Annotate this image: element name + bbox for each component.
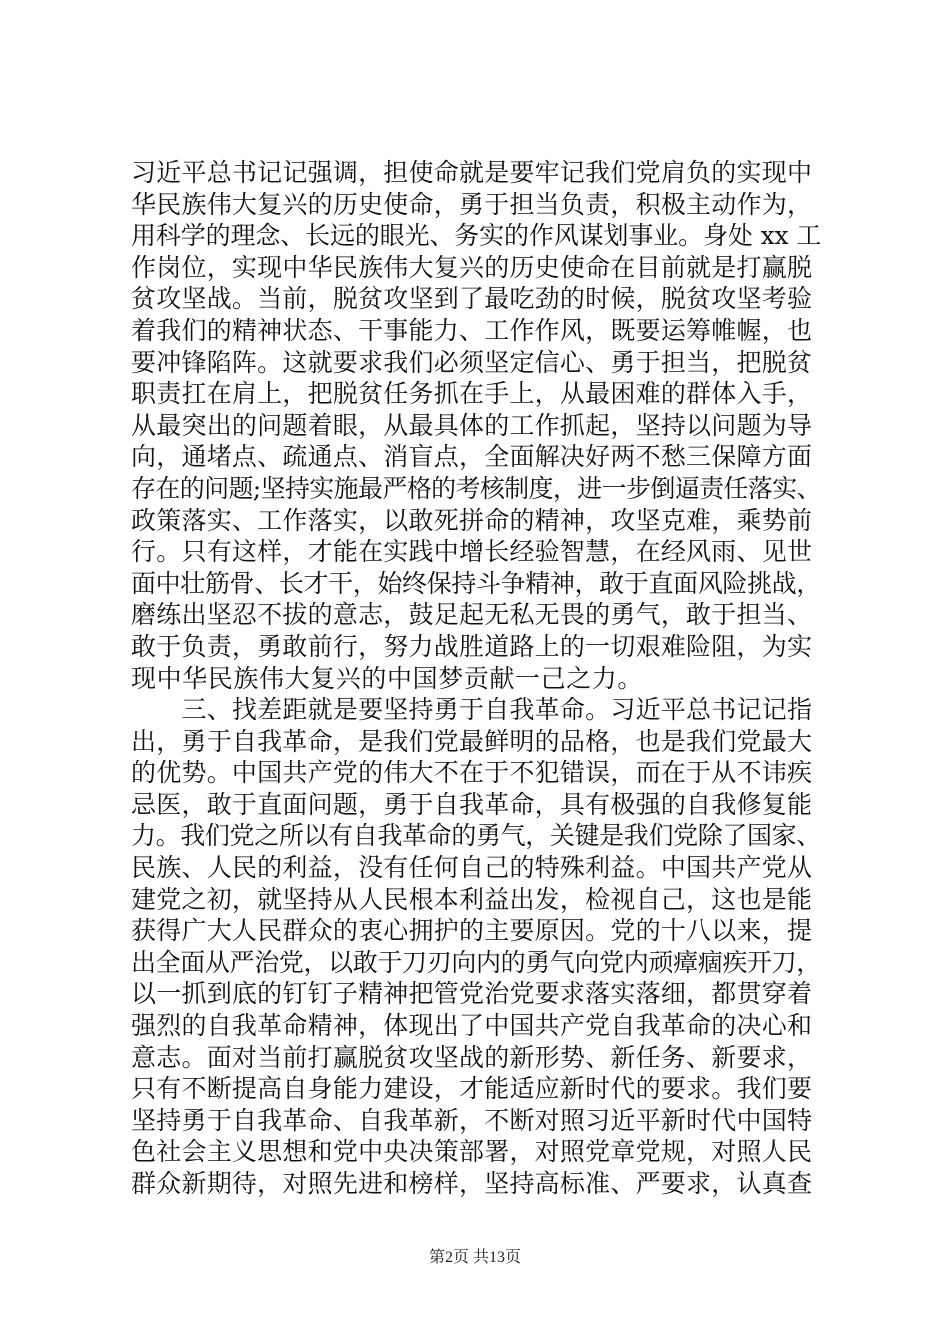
text-line: 强烈的自我革命精神，体现出了中国共产党自我革命的决心和 <box>131 1011 813 1041</box>
text-line: 政策落实、工作落实，以敢死拼命的精神，攻坚克难，乘势前 <box>131 505 813 535</box>
text-line: 获得广大人民群众的衷心拥护的主要原因。党的十八以来，提 <box>131 916 813 946</box>
text-line: 力。我们党之所以有自我革命的勇气，关键是我们党除了国家、 <box>131 821 821 851</box>
text-line: 坚持勇于自我革命、自我革新，不断对照习近平新时代中国特 <box>131 1105 813 1135</box>
text-line: 职责扛在肩上，把脱贫任务抓在手上，从最困难的群体入手， <box>131 379 813 409</box>
text-line: 建党之初，就坚持从人民根本利益出发，检视自己，这也是能 <box>131 884 813 914</box>
text-line: 意志。面对当前打赢脱贫攻坚战的新形势、新任务、新要求， <box>131 1042 813 1072</box>
text-line: 民族、人民的利益，没有任何自己的特殊利益。中国共产党从 <box>131 853 813 883</box>
text-line: 用科学的理念、长远的眼光、务实的作风谋划事业。身处 xx 工 <box>131 221 822 251</box>
text-line: 群众新期待，对照先进和榜样，坚持高标准、严要求，认真查 <box>131 1169 813 1198</box>
text-line: 存在的问题;坚持实施最严格的考核制度，进一步倒逼责任落实、 <box>131 473 821 503</box>
text-line: 的优势。中国共产党的伟大不在于不犯错误，而在于从不讳疾 <box>131 758 813 788</box>
text-line: 行。只有这样，才能在实践中增长经验智慧，在经风雨、见世 <box>131 537 813 567</box>
text-line: 作岗位，实现中华民族伟大复兴的历史使命在目前就是打赢脱 <box>131 252 813 282</box>
text-line: 敢于负责，勇敢前行，努力战胜道路上的一切艰难险阻，为实 <box>131 631 813 661</box>
text-line: 现中华民族伟大复兴的中国梦贡献一己之力。 <box>131 663 644 693</box>
text-line: 贫攻坚战。当前，脱贫攻坚到了最吃劲的时候，脱贫攻坚考验 <box>131 284 813 314</box>
text-line: 出，勇于自我革命，是我们党最鲜明的品格，也是我们党最大 <box>131 726 813 756</box>
text-line: 面中壮筋骨、长才干，始终保持斗争精神，敢于直面风险挑战， <box>131 568 821 598</box>
text-line: 华民族伟大复兴的历史使命，勇于担当负责，积极主动作为， <box>131 189 813 219</box>
text-line: 要冲锋陷阵。这就要求我们必须坚定信心、勇于担当，把脱贫 <box>131 347 813 377</box>
text-line: 以一抓到底的钉钉子精神把管党治党要求落实落细，都贯穿着 <box>131 979 813 1009</box>
document-body <box>131 157 831 1200</box>
text-line: 着我们的精神状态、干事能力、工作作风，既要运筹帷幄，也 <box>131 315 813 345</box>
text-line: 磨练出坚忍不拔的意志，鼓足起无私无畏的勇气，敢于担当、 <box>131 600 813 630</box>
text-line: 出全面从严治党，以敢于刀刃向内的勇气向党内顽瘴痼疾开刀， <box>131 947 821 977</box>
page-footer: 第2页 共13页 <box>428 1249 521 1266</box>
text-line: 从最突出的问题着眼，从最具体的工作抓起，坚持以问题为导 <box>131 410 813 440</box>
text-line: 色社会主义思想和党中央决策部署，对照党章党规，对照人民 <box>131 1137 813 1167</box>
text-line: 向，通堵点、疏通点、消盲点，全面解决好两不愁三保障方面 <box>131 442 813 472</box>
text-line: 只有不断提高自身能力建设，才能适应新时代的要求。我们要 <box>131 1074 813 1104</box>
text-line: 忌医，敢于直面问题，勇于自我革命，具有极强的自我修复能 <box>131 789 813 819</box>
text-line: 习近平总书记记强调，担使命就是要牢记我们党肩负的实现中 <box>131 158 813 187</box>
text-line: 三、找差距就是要坚持勇于自我革命。习近平总书记记指 <box>131 695 813 725</box>
